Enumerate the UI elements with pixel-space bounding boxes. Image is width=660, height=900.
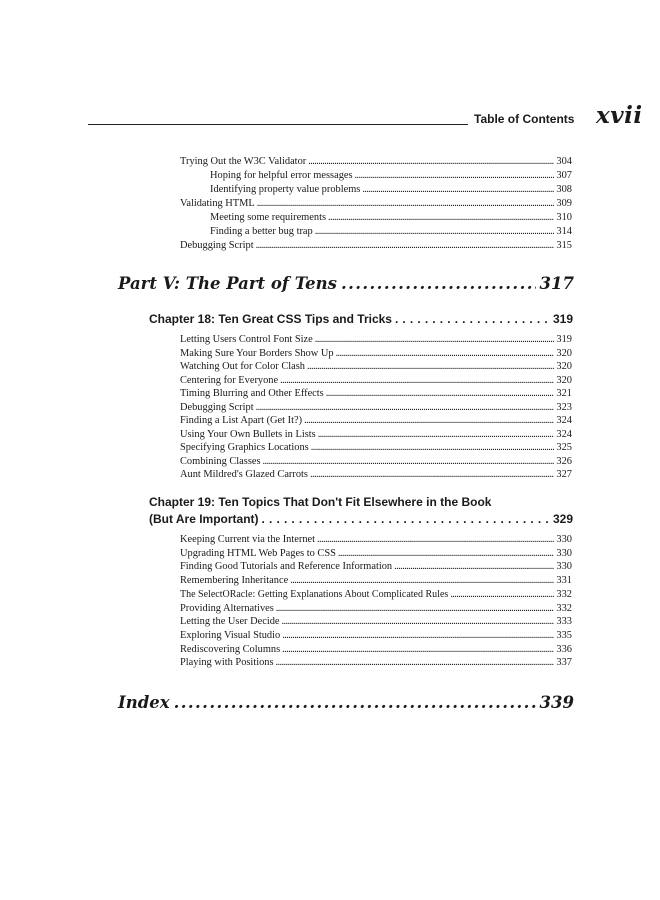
toc-entry[interactable] [180,360,572,374]
chapter-18-heading[interactable] [149,311,573,328]
dot-leader [394,560,554,574]
toc-entry[interactable] [180,615,572,629]
chapter-page: 319 [552,312,573,326]
dot-leader [328,211,554,225]
header-rule [88,124,468,125]
toc-entry-title: Making Sure Your Borders Show Up [180,347,334,359]
dot-leader [282,615,555,629]
toc-entry-page: 332 [556,588,572,600]
toc-entry-page: 321 [556,388,572,399]
toc-entry[interactable] [180,428,572,442]
toc-entry-page: 304 [556,156,572,167]
toc-entry-title: Trying Out the W3C Validator [180,156,307,167]
dot-leader [450,588,554,602]
toc-entry-title: Specifying Graphics Locations [180,442,309,453]
toc-entry[interactable] [180,333,572,347]
dot-leader [311,441,555,455]
toc-entry-title: Combining Classes [180,455,261,467]
dot-leader [318,428,555,442]
dot-leader [256,239,555,253]
dot-leader [362,183,554,197]
toc-entry-title: Keeping Current via the Internet [180,534,316,545]
dot-leader [256,401,555,415]
chapter-title-line-2: (But Are Important) [149,512,259,526]
toc-entry-title: Letting Users Control Font Size [180,334,313,345]
toc-entry-page: 330 [556,547,572,559]
chapter-title-line-1: Chapter 19: Ten Topics That Don't Fit Elsewhere in the Book [149,495,492,509]
toc-entry[interactable] [210,225,572,239]
dot-leader [290,574,554,588]
toc-entry-page: 319 [556,334,572,345]
toc-entry-page: 337 [556,657,572,669]
dot-leader [262,511,550,528]
part-title: Part V: The Part of Tens [118,274,337,293]
toc-entry-title: Finding a better bug trap [210,226,313,237]
toc-entry[interactable] [180,374,572,388]
dot-leader [317,533,554,547]
toc-entry[interactable] [180,643,572,657]
toc-entry[interactable] [180,387,572,401]
toc-entry[interactable] [180,347,572,361]
toc-entry-page: 326 [556,455,572,467]
dot-leader [308,155,554,169]
dot-leader [304,414,554,428]
toc-entry[interactable] [180,441,572,455]
toc-entry-title: The SelectORacle: Getting Explanations About Complicated Rules [180,588,449,600]
toc-entry-page: 307 [556,170,572,181]
dot-leader [174,693,536,712]
toc-entry[interactable] [180,239,572,253]
toc-entry-title: Finding a List Apart (Get It?) [180,415,303,426]
toc-entry[interactable] [180,560,572,574]
index-title: Index [118,693,170,712]
chapter-19-heading[interactable] [149,494,573,528]
part-page: 317 [539,274,574,293]
toc-entry[interactable] [180,197,572,211]
toc-entry-title: Finding Good Tutorials and Reference Information [180,561,393,573]
toc-entry-title: Playing with Positions [180,657,274,669]
toc-entry-title: Centering for Everyone [180,374,279,386]
toc-entry-page: 325 [556,442,572,453]
dot-leader [282,629,554,643]
dot-leader [338,547,555,561]
toc-entry-title: Exploring Visual Studio [180,629,281,641]
toc-entry-title: Upgrading HTML Web Pages to CSS [180,547,336,559]
toc-entry[interactable] [180,629,572,643]
toc-entry[interactable] [180,602,572,616]
dot-leader [315,333,555,347]
toc-entry-page: 327 [556,469,572,480]
toc-entry-title: Aunt Mildred's Glazed Carrots [180,469,308,480]
running-header-page-number: xvii [596,102,643,129]
dot-leader [395,311,550,328]
dot-leader [326,387,555,401]
toc-entry-title: Identifying property value problems [210,184,361,195]
toc-entry[interactable] [210,211,572,225]
toc-entry-title: Hoping for helpful error messages [210,170,353,181]
toc-entry-page: 333 [556,616,572,628]
toc-entry-title: Using Your Own Bullets in Lists [180,428,316,440]
toc-entry-page: 314 [556,226,572,237]
dot-leader [336,347,555,361]
dot-leader [307,360,554,374]
toc-entry-title: Debugging Script [180,401,254,413]
toc-entry-page: 308 [556,184,572,195]
dot-leader [280,374,554,388]
toc-entry-page: 315 [556,240,572,251]
toc-entry[interactable] [180,574,572,588]
toc-entry[interactable] [180,401,572,415]
toc-entry-page: 331 [556,575,572,587]
toc-entry[interactable] [180,455,572,469]
toc-entry-page: 320 [556,361,572,372]
toc-entry-title: Rediscovering Columns [180,643,281,655]
toc-entry-page: 310 [556,212,572,223]
toc-entry[interactable] [180,533,572,547]
toc-entry-title: Timing Blurring and Other Effects [180,388,324,399]
toc-entry[interactable] [180,588,572,602]
running-header-title: Table of Contents [474,112,575,126]
dot-leader [341,274,536,293]
toc-entry-title: Watching Out for Color Clash [180,361,305,372]
toc-entry-title: Remembering Inheritance [180,575,289,587]
toc-entry-title: Meeting some requirements [210,212,326,223]
toc-entry[interactable] [210,169,572,183]
chapter-page: 329 [552,512,573,526]
toc-entry-page: 309 [556,198,572,209]
toc-entry[interactable] [210,183,572,197]
dot-leader [276,656,555,670]
toc-entry-page: 320 [556,347,572,359]
toc-entry-title: Validating HTML [180,198,255,209]
chapter-title: Chapter 18: Ten Great CSS Tips and Tricks [149,312,392,326]
toc-entry-page: 324 [556,428,572,440]
toc-entry[interactable] [180,656,572,670]
toc-entry[interactable] [180,468,572,482]
toc-entry[interactable] [180,155,572,169]
toc-entry-page: 336 [556,643,572,655]
toc-entry-page: 335 [556,629,572,641]
dot-leader [282,643,554,657]
part-heading[interactable] [118,274,574,293]
dot-leader [257,197,555,211]
toc-entry-page: 330 [556,561,572,573]
toc-entry-page: 330 [556,534,572,545]
toc-entry-page: 320 [556,374,572,386]
index-heading[interactable] [118,693,574,712]
toc-entry[interactable] [180,547,572,561]
toc-entry-title: Debugging Script [180,240,254,251]
toc-entry-page: 324 [556,415,572,426]
index-page: 339 [539,693,574,712]
dot-leader [310,468,554,482]
dot-leader [276,602,555,616]
toc-entry[interactable] [180,414,572,428]
toc-entry-title: Letting the User Decide [180,616,280,628]
toc-entry-page: 332 [556,602,572,614]
dot-leader [355,169,555,183]
dot-leader [263,455,555,469]
toc-entry-page: 323 [556,401,572,413]
dot-leader [315,225,555,239]
toc-entry-title: Providing Alternatives [180,602,274,614]
